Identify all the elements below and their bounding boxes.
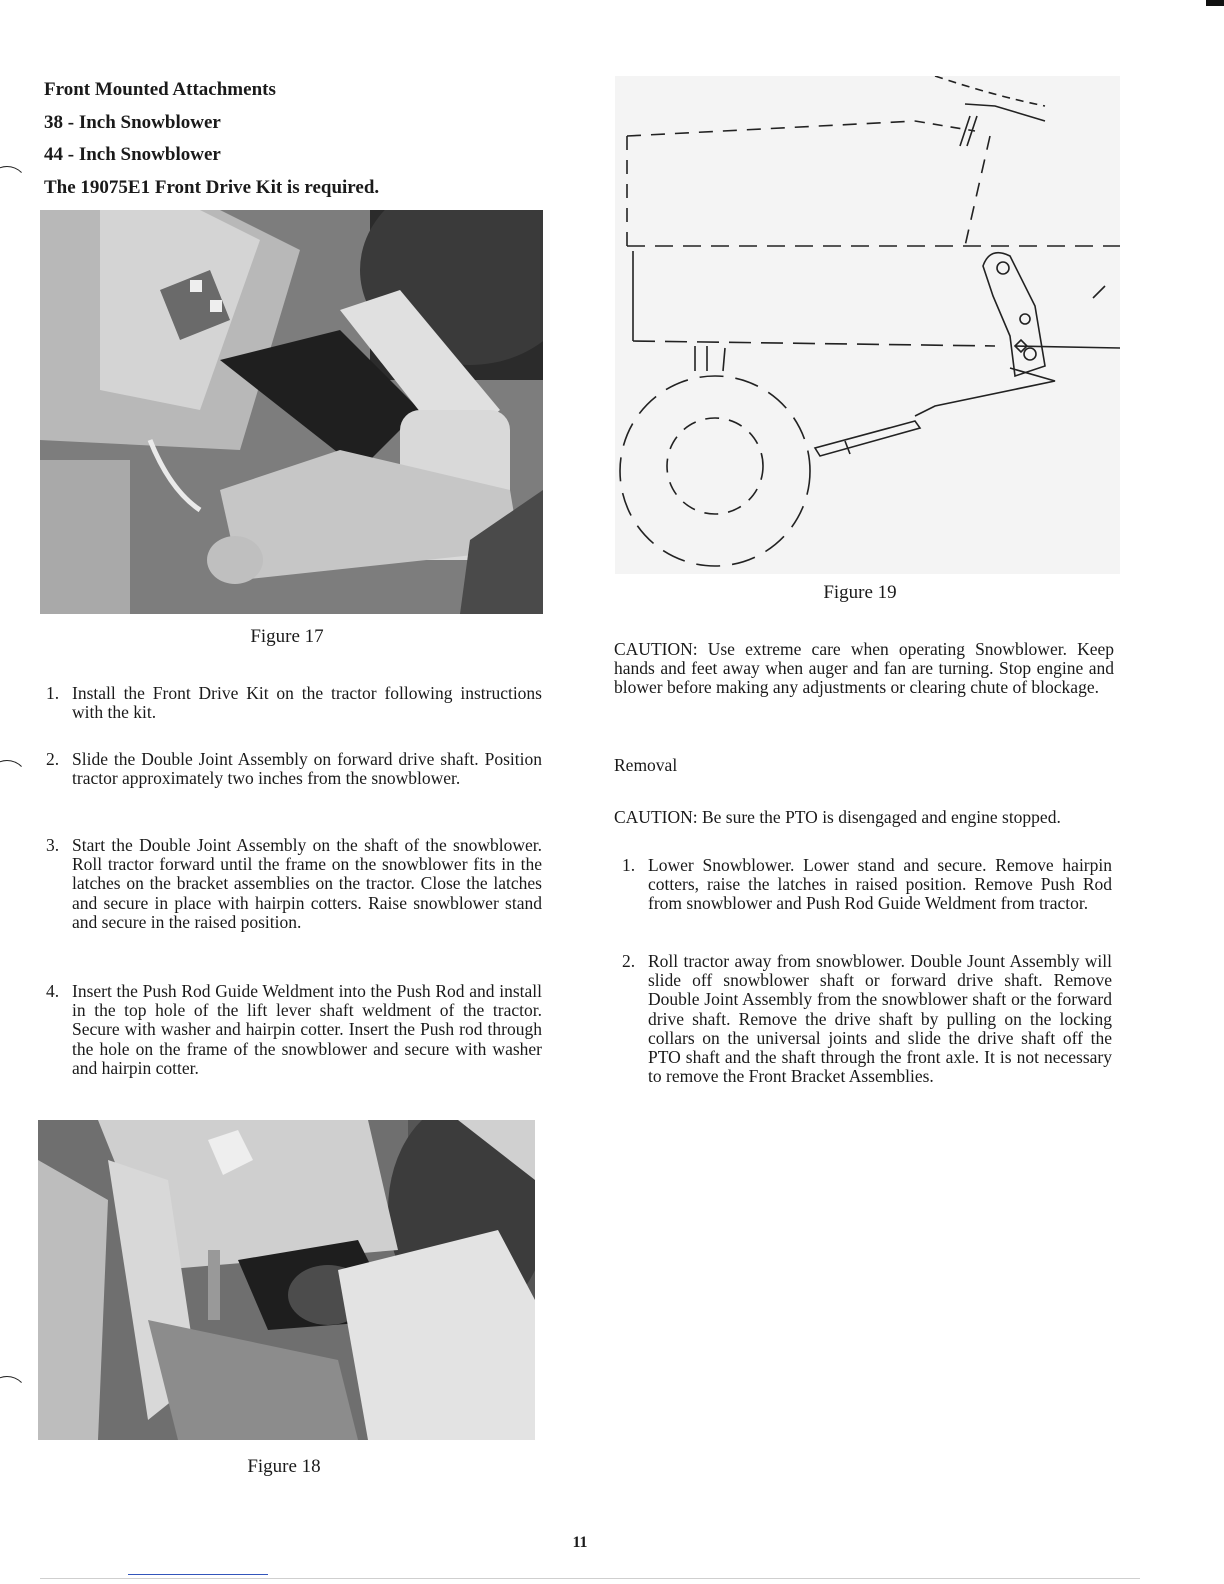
removal-step-1: 1. Lower Snowblower. Lower stand and secure. Remove hairpin cotters, raise the latches in raised position. Remove Push Rod from snowblower and Push Rod Guide Weldment from tractor.	[622, 855, 1112, 914]
page-edge-line	[40, 1578, 1140, 1579]
install-step-1: 1. Install the Front Drive Kit on the tractor following instructions with the kit.	[46, 683, 542, 723]
figure-17-photo	[40, 210, 543, 614]
install-step-4: 4. Insert the Push Rod Guide Weldment into the Push Rod and install in the top hole of the lift lever shaft weldment of the tractor. Secure with washer and hairpin cotter. Insert the Push rod through the hole on the frame of the snowblower and secure with washer and hairpin cotter.	[46, 981, 542, 1078]
heading-model-44: 44 - Inch Snowblower	[44, 144, 221, 165]
figure-18-photo	[38, 1120, 535, 1440]
install-step-2: 2. Slide the Double Joint Assembly on forward drive shaft. Position tractor approximately two inches from the snowblower.	[46, 749, 542, 789]
figure-19-diagram	[615, 76, 1120, 574]
footer-rule	[128, 1574, 268, 1575]
punch-hole-mark	[0, 166, 28, 208]
corner-mark	[1206, 0, 1224, 6]
punch-hole-mark	[0, 760, 28, 802]
removal-step-2: 2. Roll tractor away from snowblower. Double Jount Assembly will slide off snowblower shaft or forward drive shaft. Remove Double Joint Assembly from the snowblower shaft or the forward drive shaft. Remove the drive shaft by pulling on the locking collars on the universal joints and slide the drive shaft off the PTO shaft and the shaft through the front axle. It is not necessary to remove the Front Bracket Assemblies.	[622, 951, 1112, 1087]
figure-19-caption: Figure 19	[823, 582, 897, 603]
figure-18-caption: Figure 18	[247, 1456, 321, 1477]
heading-model-38: 38 - Inch Snowblower	[44, 111, 221, 133]
removal-heading: Removal	[614, 755, 678, 775]
page-number: 11	[572, 1534, 588, 1551]
heading-requirement: The 19075E1 Front Drive Kit is required.	[44, 176, 380, 198]
figure-17-caption: Figure 17	[250, 626, 324, 647]
heading-title: Front Mounted Attachments	[44, 79, 276, 100]
caution-pto: CAUTION: Be sure the PTO is disengaged and engine stopped.	[614, 807, 1061, 827]
caution-operating: CAUTION: Use extreme care when operating Snowblower. Keep hands and feet away when auger and fan are turning. Stop engine and blower before making any adjustments or clearing chute of blockage.	[614, 639, 1114, 698]
punch-hole-mark	[0, 1376, 28, 1418]
install-step-3: 3. Start the Double Joint Assembly on the shaft of the snowblower. Roll tractor forward until the frame on the snowblower fits in the latches on the bracket assemblies on the tractor. Close the latches and secure in place with hairpin cotters. Raise snowblower stand and secure in the raised position.	[46, 835, 542, 932]
section-heading	[44, 74, 544, 204]
